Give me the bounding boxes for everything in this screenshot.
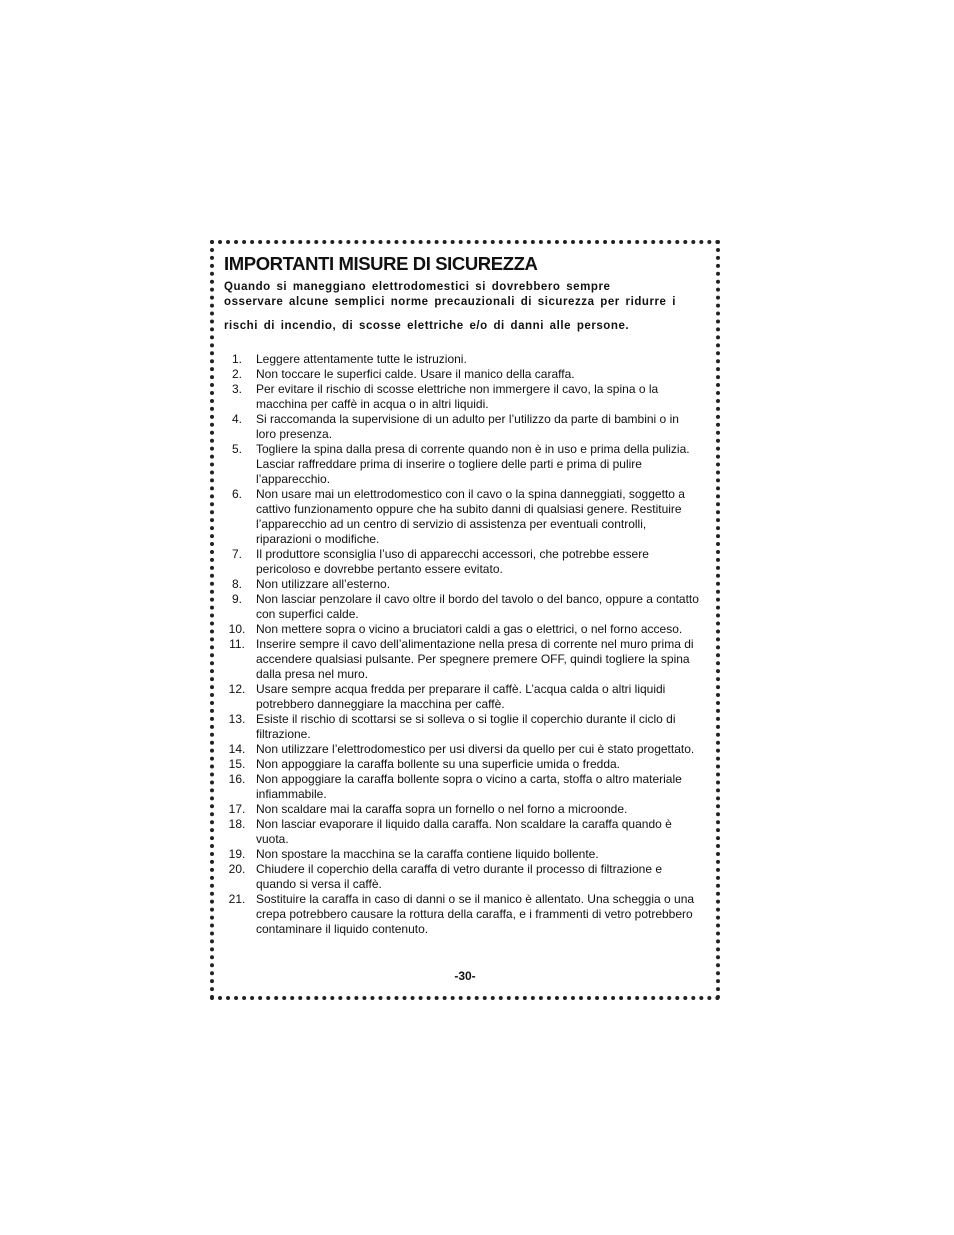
- item-number: 3.: [231, 382, 242, 396]
- list-item: [224, 847, 702, 862]
- list-item: [224, 637, 702, 682]
- item-number: 7.: [231, 547, 242, 561]
- item-text: Non utilizzare l’elettrodomestico per usi diversi da quello per cui è stato progettato.: [256, 742, 695, 756]
- item-number: 17.: [228, 802, 246, 816]
- item-number: 5.: [231, 442, 242, 456]
- list-item: [224, 757, 702, 772]
- item-number: 9.: [231, 592, 242, 606]
- item-text: Non spostare la macchina se la caraffa contiene liquido bollente.: [256, 847, 599, 861]
- item-text: Non utilizzare all’esterno.: [256, 577, 391, 591]
- list-item: [224, 382, 702, 412]
- intro-line-3: rischi di incendio, di scosse elettriche e/o di danni alle persone.: [224, 320, 630, 332]
- item-text: Non usare mai un elettrodomestico con il cavo o la spina danneggiati, soggetto a cattivo funzionamento oppure che ha subito danni di qualsiasi genere. Restituire l’apparecchio ad un centro di servizio di assistenza per eventuali controlli, riparazioni o modifiche.: [256, 487, 685, 546]
- item-text: Non lasciar penzolare il cavo oltre il bordo del tavolo o del banco, oppure a contatto con superfici calde.: [256, 592, 699, 621]
- list-item: [224, 367, 702, 382]
- item-number: 21.: [228, 892, 246, 906]
- item-number: 16.: [228, 772, 246, 786]
- item-text: Usare sempre acqua fredda per preparare il caffè. L’acqua calda o altri liquidi potrebbero danneggiare la macchina per caffè.: [256, 682, 666, 711]
- list-item: [224, 712, 702, 742]
- list-item: [224, 682, 702, 712]
- list-item: [224, 412, 702, 442]
- item-text: Non lasciar evaporare il liquido dalla caraffa. Non scaldare la caraffa quando è vuota.: [256, 817, 672, 846]
- item-number: 2.: [231, 367, 242, 381]
- item-text: Il produttore sconsiglia l’uso di apparecchi accessori, che potrebbe essere pericoloso e dovrebbe pertanto essere evitato.: [256, 547, 649, 576]
- intro-line-2: osservare alcune semplici norme precauzionali di sicurezza per ridurre i: [224, 296, 676, 308]
- list-item: [224, 592, 702, 622]
- list-item: [224, 742, 702, 757]
- list-item: [224, 622, 702, 637]
- item-number: 1.: [231, 352, 242, 366]
- item-text: Chiudere il coperchio della caraffa di vetro durante il processo di filtrazione e quando si versa il caffè.: [256, 862, 663, 891]
- item-number: 8.: [231, 577, 242, 591]
- item-number: 10.: [228, 622, 246, 636]
- intro-line-1: Quando si maneggiano elettrodomestici si dovrebbero sempre: [224, 281, 611, 293]
- list-item: [224, 352, 702, 367]
- item-text: Non mettere sopra o vicino a bruciatori caldi a gas o elettrici, o nel forno acceso.: [256, 622, 683, 636]
- safety-instructions-list: [224, 352, 702, 937]
- item-number: 18.: [228, 817, 246, 831]
- item-number: 14.: [228, 742, 246, 756]
- item-text: Non appoggiare la caraffa bollente su una superficie umida o fredda.: [256, 757, 621, 771]
- list-item: [224, 892, 702, 937]
- list-item: [224, 547, 702, 577]
- item-text: Si raccomanda la supervisione di un adulto per l’utilizzo da parte di bambini o in loro presenza.: [256, 412, 679, 441]
- item-text: Inserire sempre il cavo dell’alimentazione nella presa di corrente nel muro prima di accendere qualsiasi pulsante. Per spegnere premere OFF, quindi togliere la spina dalla presa nel muro.: [256, 637, 694, 681]
- item-text: Non toccare le superfici calde. Usare il manico della caraffa.: [256, 367, 575, 381]
- list-item: [224, 487, 702, 547]
- item-text: Non scaldare mai la caraffa sopra un fornello o nel forno a microonde.: [256, 802, 628, 816]
- list-item: [224, 577, 702, 592]
- item-number: 20.: [228, 862, 246, 876]
- page-title: IMPORTANTI MISURE DI SICUREZZA: [224, 253, 538, 274]
- item-number: 19.: [228, 847, 246, 861]
- list-item: [224, 817, 702, 847]
- item-number: 11.: [229, 637, 245, 651]
- item-text: Togliere la spina dalla presa di corrente quando non è in uso e prima della pulizia. Lasciar raffreddare prima di inserire o togliere delle parti e prima di pulire l’apparecchio.: [256, 442, 690, 486]
- item-number: 6.: [231, 487, 242, 501]
- item-text: Leggere attentamente tutte le istruzioni.: [256, 352, 467, 366]
- item-number: 13.: [228, 712, 246, 726]
- item-number: 12.: [228, 682, 246, 696]
- item-text: Non appoggiare la caraffa bollente sopra o vicino a carta, stoffa o altro materiale infiammabile.: [256, 772, 682, 801]
- item-text: Per evitare il rischio di scosse elettriche non immergere il cavo, la spina o la macchina per caffè in acqua o in altri liquidi.: [256, 382, 659, 411]
- list-item: [224, 862, 702, 892]
- list-item: [224, 772, 702, 802]
- list-item: [224, 442, 702, 487]
- item-text: Sostituire la caraffa in caso di danni o se il manico è allentato. Una scheggia o una crepa potrebbero causare la rottura della caraffa, e i frammenti di vetro potrebbero contaminare il liquido contenuto.: [256, 892, 695, 936]
- item-number: 4.: [231, 412, 242, 426]
- item-number: 15.: [228, 757, 246, 771]
- page-number: -30-: [454, 969, 476, 983]
- list-item: [224, 802, 702, 817]
- item-text: Esiste il rischio di scottarsi se si solleva o si toglie il coperchio durante il ciclo di filtrazione.: [256, 712, 676, 741]
